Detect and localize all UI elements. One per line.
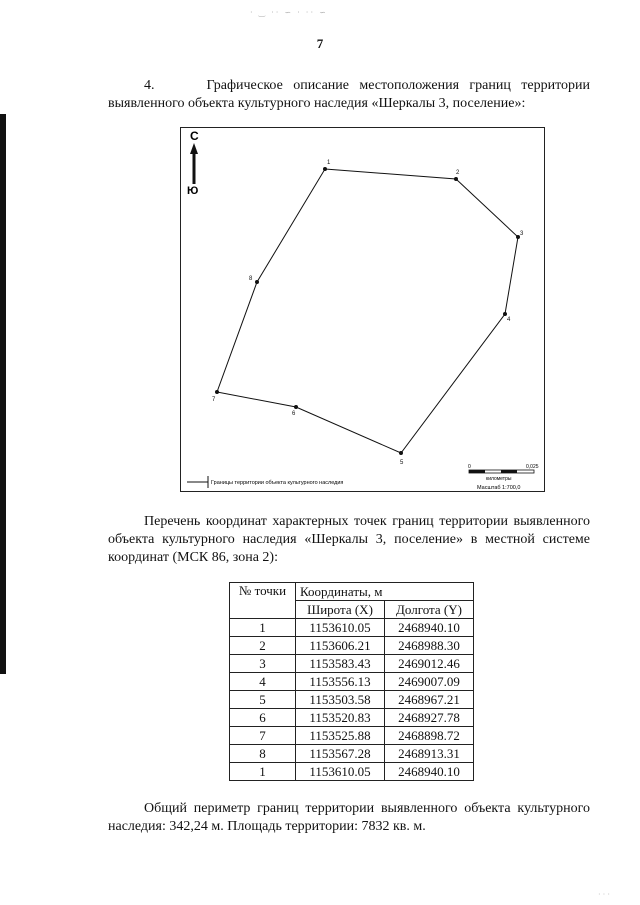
cell-point: 1 <box>230 619 296 637</box>
point-label: 6 <box>292 411 296 417</box>
list-intro <box>108 513 590 567</box>
page-number: 7 <box>316 36 324 51</box>
scale-bar <box>468 464 539 491</box>
boundary-point <box>255 280 259 284</box>
cell-point: 2 <box>230 637 296 655</box>
cell-x: 1153606.21 <box>296 637 385 655</box>
point-label: 3 <box>520 231 524 237</box>
left-margin-bar <box>0 114 6 674</box>
south-label: Ю <box>187 185 199 197</box>
header-point: № точки <box>230 583 296 619</box>
scale-end: 0,025 <box>526 464 539 470</box>
section-number: 4. <box>144 78 155 93</box>
header-stamp-smudge: · ‿ ·· ∽ · ·· ∽ <box>250 8 328 17</box>
cell-x: 1153610.05 <box>296 619 385 637</box>
cell-x: 1153583.43 <box>296 655 385 673</box>
table-row <box>230 763 474 781</box>
cell-point: 1 <box>230 763 296 781</box>
cell-x: 1153610.05 <box>296 763 385 781</box>
point-label: 1 <box>327 160 331 166</box>
scale-unit: километры <box>486 476 512 482</box>
table-row <box>230 745 474 763</box>
point-label: 2 <box>456 170 460 176</box>
coordinates-table <box>229 582 474 781</box>
boundary-map-svg <box>181 128 546 493</box>
cell-point: 7 <box>230 727 296 745</box>
boundary-map <box>180 127 545 492</box>
boundary-point <box>294 405 298 409</box>
boundary-point <box>399 451 403 455</box>
north-arrow-icon <box>187 129 199 197</box>
header-lon: Долгота (Y) <box>385 601 474 619</box>
territory-boundary <box>217 169 518 453</box>
point-label: 5 <box>400 460 404 466</box>
section-text: Графическое описание местоположения границ территории выявленного объекта культурного наследия «Шеркалы 3, поселение»: <box>108 78 590 111</box>
cell-point: 6 <box>230 709 296 727</box>
table-row <box>230 673 474 691</box>
point-label: 7 <box>212 397 216 403</box>
cell-y: 2468913.31 <box>385 745 474 763</box>
summary-paragraph <box>108 800 590 836</box>
north-label: С <box>190 129 199 143</box>
point-label: 4 <box>507 317 511 323</box>
scale-text: Масштаб 1:700,0 <box>477 485 521 491</box>
cell-x: 1153503.58 <box>296 691 385 709</box>
table-row <box>230 727 474 745</box>
cell-y: 2468940.10 <box>385 763 474 781</box>
scan-artifact: · · · <box>598 890 610 899</box>
boundary-point <box>503 312 507 316</box>
cell-y: 2468988.30 <box>385 637 474 655</box>
boundary-point <box>323 167 327 171</box>
boundary-points <box>215 167 520 455</box>
summary-text: Общий периметр границ территории выявленного объекта культурного наследия: 342,24 м. Площадь территории: 7832 кв. м. <box>108 801 590 834</box>
table-row <box>230 655 474 673</box>
cell-y: 2468927.78 <box>385 709 474 727</box>
table-header-row <box>230 583 474 601</box>
cell-y: 2468940.10 <box>385 619 474 637</box>
scale-start: 0 <box>468 464 471 470</box>
cell-x: 1153520.83 <box>296 709 385 727</box>
header-lat: Широта (X) <box>296 601 385 619</box>
table-row <box>230 619 474 637</box>
cell-point: 5 <box>230 691 296 709</box>
cell-y: 2468967.21 <box>385 691 474 709</box>
section-heading <box>108 77 590 113</box>
cell-point: 3 <box>230 655 296 673</box>
list-intro-text: Перечень координат характерных точек границ территории выявленного объекта культурного наследия «Шеркалы 3, поселение» в местной системе координат (МСК 86, зона 2): <box>108 514 590 565</box>
legend-text: Границы территории объекта культурного наследия <box>211 480 344 486</box>
cell-point: 8 <box>230 745 296 763</box>
cell-x: 1153556.13 <box>296 673 385 691</box>
cell-point: 4 <box>230 673 296 691</box>
boundary-point <box>215 390 219 394</box>
table-row <box>230 691 474 709</box>
cell-y: 2469007.09 <box>385 673 474 691</box>
cell-x: 1153525.88 <box>296 727 385 745</box>
table-row <box>230 709 474 727</box>
map-legend <box>187 476 343 488</box>
table-row <box>230 637 474 655</box>
cell-y: 2468898.72 <box>385 727 474 745</box>
boundary-point <box>454 177 458 181</box>
point-label: 8 <box>249 276 253 282</box>
cell-x: 1153567.28 <box>296 745 385 763</box>
cell-y: 2469012.46 <box>385 655 474 673</box>
header-coords: Координаты, м <box>296 583 474 601</box>
